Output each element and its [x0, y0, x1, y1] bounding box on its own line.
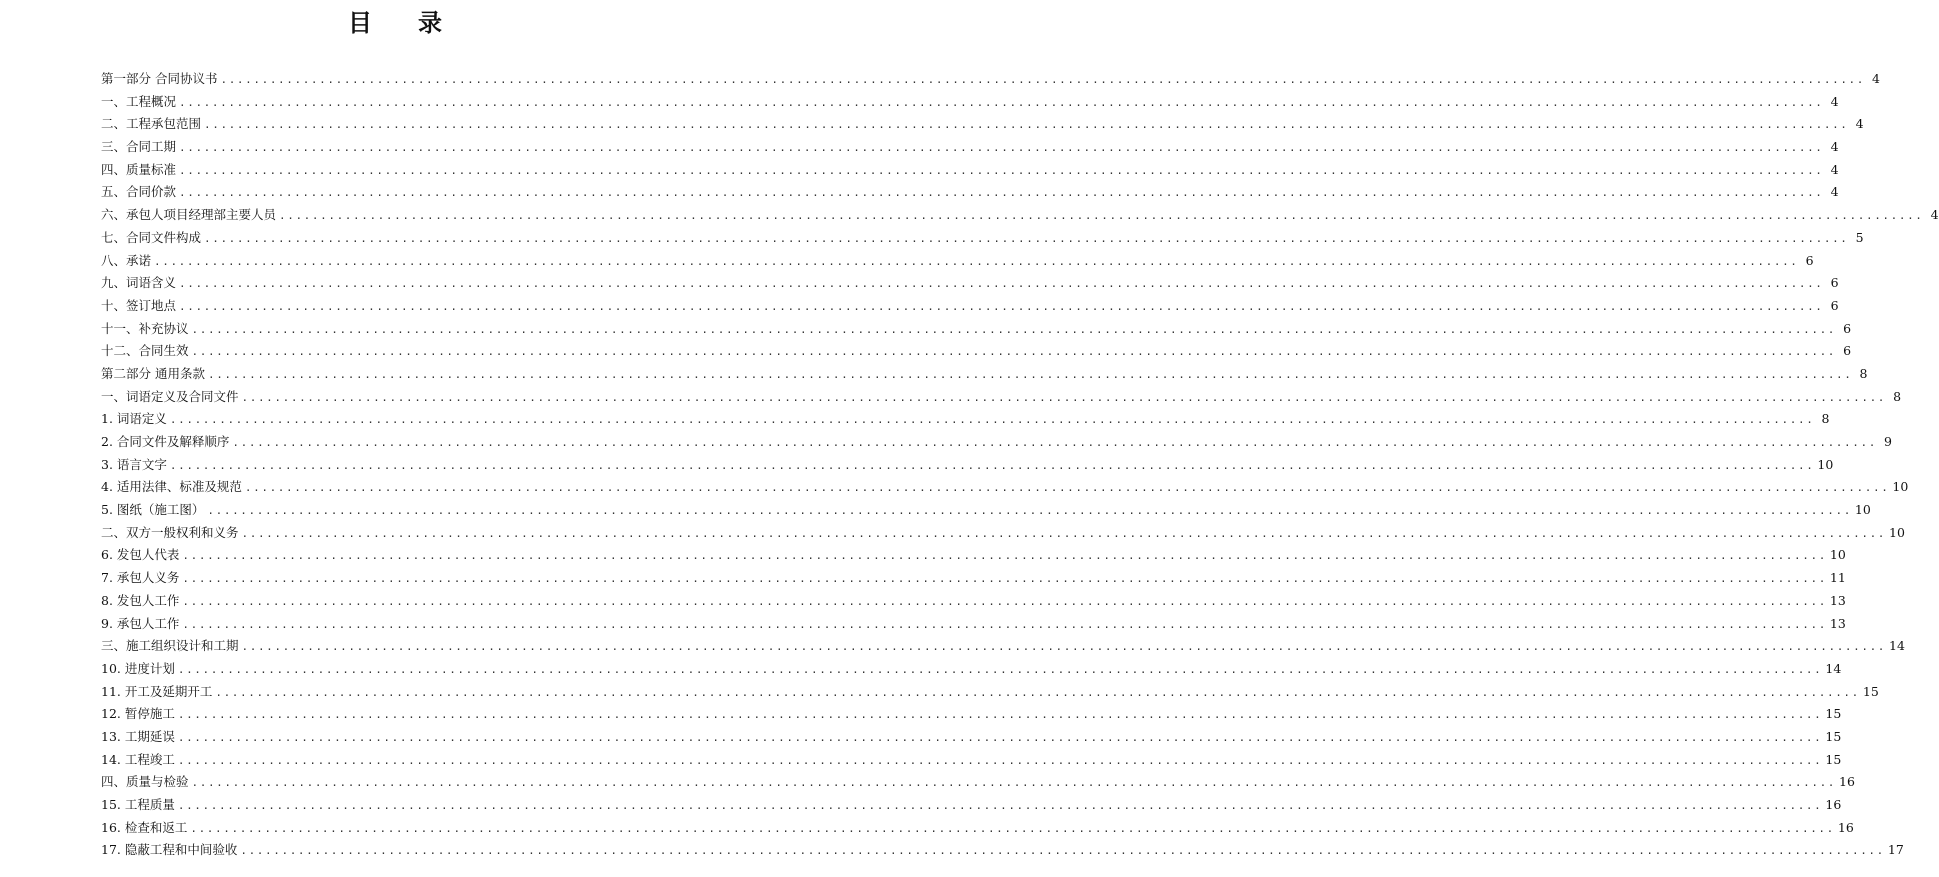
toc-page-number: 10 — [1817, 456, 1834, 472]
toc-leader-dots: ........................................................................................................................................................................................................ — [177, 730, 1823, 744]
toc-entry[interactable] — [101, 681, 1879, 704]
toc-entry[interactable] — [101, 181, 1839, 204]
toc-leader-dots: ........................................................................................................................................................................................................ — [207, 367, 1853, 381]
toc-page-number: 8 — [1859, 365, 1868, 381]
toc-entry[interactable] — [101, 726, 1842, 749]
toc-page-number: 14 — [1889, 638, 1905, 654]
toc-page-number: 10 — [1829, 547, 1846, 563]
toc-page-number: 6 — [1843, 343, 1852, 359]
toc-page-number: 6 — [1843, 320, 1852, 336]
page-title — [0, 6, 792, 40]
toc-entry-label: 九、词语含义 — [101, 275, 177, 291]
toc-leader-dots: ........................................................................................................................................................................................................ — [207, 504, 1852, 518]
toc-entry-label: 8. 发包人工作 — [101, 592, 180, 608]
toc-page-number: 4 — [1855, 116, 1864, 132]
toc-entry[interactable] — [101, 613, 1846, 636]
toc-leader-dots: ........................................................................................................................................................................................................ — [169, 413, 1815, 427]
toc-entry-label: 4. 适用法律、标准及规范 — [101, 479, 242, 495]
toc-leader-dots: ........................................................................................................................................................................................................ — [279, 209, 1924, 223]
toc-page-number: 6 — [1830, 275, 1839, 291]
toc-leader-dots: ........................................................................................................................................................................................................ — [220, 73, 1865, 86]
toc-page-number: 8 — [1821, 411, 1830, 427]
toc-entry-label: 5. 图纸（施工图） — [101, 502, 205, 518]
toc-entry-label: 十二、合同生效 — [101, 343, 189, 359]
toc-entry[interactable] — [101, 272, 1839, 295]
toc-leader-dots: ........................................................................................................................................................................................................ — [154, 254, 1799, 268]
toc-page-number: 11 — [1829, 570, 1846, 586]
toc-entry-label: 12. 暂停施工 — [101, 706, 175, 722]
toc-entry[interactable] — [101, 159, 1839, 182]
toc-leader-dots: ........................................................................................................................................................................................................ — [182, 549, 1827, 563]
toc-entry[interactable] — [101, 431, 1892, 454]
toc-entry[interactable] — [101, 544, 1846, 567]
toc-page-number: 13 — [1829, 615, 1846, 631]
toc-entry[interactable] — [101, 817, 1854, 840]
title-char-1: 目 — [348, 9, 374, 37]
toc-leader-dots: ........................................................................................................................................................................................................ — [179, 95, 1824, 109]
toc-entry[interactable] — [101, 227, 1864, 250]
toc-entry[interactable] — [101, 363, 1868, 386]
toc-entry-label: 10. 进度计划 — [101, 660, 175, 676]
toc-entry-label: 第二部分 通用条款 — [101, 365, 205, 381]
toc-leader-dots: ........................................................................................................................................................................................................ — [179, 163, 1824, 177]
toc-entry[interactable] — [101, 340, 1852, 363]
toc-leader-dots: ........................................................................................................................................................................................................ — [204, 231, 1849, 245]
toc-entry[interactable] — [101, 454, 1834, 477]
toc-entry[interactable] — [101, 295, 1839, 318]
toc-entry[interactable] — [101, 522, 1905, 545]
toc-entry-label: 八、承诺 — [101, 252, 152, 268]
toc-page-number: 9 — [1883, 434, 1892, 449]
toc-entry-label: 1. 词语定义 — [101, 411, 167, 427]
toc-entry-label: 2. 合同文件及解释顺序 — [101, 434, 230, 449]
toc-page-number: 10 — [1889, 524, 1905, 540]
toc-leader-dots: ........................................................................................................................................................................................................ — [241, 390, 1887, 404]
toc-leader-dots: ........................................................................................................................................................................................................ — [177, 662, 1823, 676]
toc-entry[interactable] — [101, 839, 1904, 862]
toc-entry[interactable] — [101, 499, 1871, 522]
toc-leader-dots: ........................................................................................................................................................................................................ — [177, 708, 1823, 722]
toc-leader-dots: ........................................................................................................................................................................................................ — [182, 594, 1827, 608]
toc-entry-label: 十一、补充协议 — [101, 320, 189, 336]
toc-leader-dots: ........................................................................................................................................................................................................ — [182, 617, 1827, 631]
toc-leader-dots: ........................................................................................................................................................................................................ — [215, 685, 1860, 699]
toc-entry-label: 四、质量与检验 — [101, 774, 189, 790]
toc-entry[interactable] — [101, 590, 1846, 613]
toc-leader-dots: ........................................................................................................................................................................................................ — [179, 186, 1824, 200]
toc-page-number: 15 — [1825, 706, 1842, 722]
toc-leader-dots: ........................................................................................................................................................................................................ — [182, 572, 1827, 586]
toc-entry-label: 14. 工程竣工 — [101, 751, 175, 767]
toc-page-number: 5 — [1855, 229, 1864, 245]
toc-page-number: 10 — [1892, 479, 1909, 495]
toc-entry-label: 四、质量标准 — [101, 161, 177, 177]
toc-entry-label: 16. 检查和返工 — [101, 819, 188, 835]
toc-page-number: 10 — [1854, 502, 1871, 518]
toc-leader-dots: ........................................................................................................................................................................................................ — [177, 753, 1823, 767]
toc-page-number: 16 — [1837, 819, 1854, 835]
toc-leader-dots: ........................................................................................................................................................................................................ — [232, 436, 1877, 449]
toc-page-number: 4 — [1830, 184, 1839, 200]
toc-entry[interactable] — [101, 250, 1814, 273]
toc-entry-label: 二、双方一般权利和义务 — [101, 524, 239, 540]
toc-leader-dots: ........................................................................................................................................................................................................ — [179, 141, 1824, 155]
toc-page-number: 16 — [1839, 774, 1855, 790]
toc-leader-dots: ........................................................................................................................................................................................................ — [191, 345, 1837, 359]
toc-page-number: 6 — [1830, 297, 1839, 313]
toc-leader-dots: ........................................................................................................................................................................................................ — [240, 844, 1885, 858]
toc-entry-label: 十、签订地点 — [101, 297, 177, 313]
toc-entry[interactable] — [101, 386, 1902, 409]
toc-entry-label: 3. 语言文字 — [101, 456, 167, 472]
toc-leader-dots: ........................................................................................................................................................................................................ — [241, 640, 1887, 654]
table-of-contents — [101, 68, 1939, 862]
toc-entry-label: 一、词语定义及合同文件 — [101, 388, 239, 404]
toc-entry-label: 9. 承包人工作 — [101, 615, 180, 631]
toc-leader-dots: ........................................................................................................................................................................................................ — [169, 458, 1815, 472]
toc-entry[interactable] — [101, 476, 1909, 499]
toc-leader-dots: ........................................................................................................................................................................................................ — [244, 481, 1890, 495]
toc-entry[interactable] — [101, 567, 1846, 590]
toc-page-number: 4 — [1830, 161, 1839, 177]
toc-leader-dots: ........................................................................................................................................................................................................ — [179, 277, 1824, 291]
toc-page-number: 15 — [1825, 728, 1842, 744]
toc-entry[interactable] — [101, 794, 1842, 817]
toc-leader-dots: ........................................................................................................................................................................................................ — [190, 821, 1835, 835]
toc-page-number: 4 — [1830, 93, 1839, 109]
toc-entry[interactable] — [101, 658, 1842, 681]
toc-entry-label: 六、承包人项目经理部主要人员 — [101, 207, 277, 223]
toc-leader-dots: ........................................................................................................................................................................................................ — [179, 299, 1824, 313]
toc-page-number: 4 — [1830, 139, 1839, 155]
title-char-2: 录 — [418, 9, 444, 37]
toc-leader-dots: ........................................................................................................................................................................................................ — [191, 322, 1837, 336]
toc-entry-label: 七、合同文件构成 — [101, 229, 202, 245]
toc-entry-label: 6. 发包人代表 — [101, 547, 180, 563]
toc-entry[interactable] — [101, 318, 1852, 341]
toc-entry[interactable] — [101, 204, 1939, 227]
toc-entry[interactable] — [101, 91, 1839, 114]
toc-entry[interactable] — [101, 68, 1880, 91]
toc-entry[interactable] — [101, 703, 1842, 726]
toc-page-number: 8 — [1893, 388, 1902, 404]
toc-entry[interactable] — [101, 113, 1864, 136]
toc-page-number: 13 — [1829, 592, 1846, 608]
toc-entry-label: 11. 开工及延期开工 — [101, 683, 213, 699]
toc-entry-label: 第一部分 合同协议书 — [101, 71, 218, 86]
toc-entry-label: 一、工程概况 — [101, 93, 177, 109]
toc-entry-label: 五、合同价款 — [101, 184, 177, 200]
toc-leader-dots: ........................................................................................................................................................................................................ — [241, 526, 1887, 540]
toc-page-number: 17 — [1887, 842, 1904, 858]
toc-entry-label: 17. 隐蔽工程和中间验收 — [101, 842, 238, 858]
toc-leader-dots: ........................................................................................................................................................................................................ — [177, 799, 1823, 812]
toc-page-number: 4 — [1872, 71, 1880, 86]
toc-entry[interactable] — [101, 771, 1855, 794]
toc-entry[interactable] — [101, 749, 1842, 772]
toc-page-number: 15 — [1825, 751, 1842, 767]
toc-entry-label: 13. 工期延误 — [101, 728, 175, 744]
toc-leader-dots: ........................................................................................................................................................................................................ — [204, 118, 1849, 132]
toc-entry[interactable] — [101, 635, 1905, 658]
toc-page-number: 16 — [1825, 797, 1842, 812]
toc-entry-label: 15. 工程质量 — [101, 797, 175, 812]
toc-page-number: 6 — [1805, 252, 1814, 268]
toc-entry-label: 三、施工组织设计和工期 — [101, 638, 239, 654]
toc-leader-dots: ........................................................................................................................................................................................................ — [191, 776, 1837, 790]
toc-entry-label: 三、合同工期 — [101, 139, 177, 155]
toc-page-number: 14 — [1825, 660, 1842, 676]
toc-entry-label: 二、工程承包范围 — [101, 116, 202, 132]
toc-entry-label: 7. 承包人义务 — [101, 570, 180, 586]
toc-entry[interactable] — [101, 408, 1830, 431]
toc-entry[interactable] — [101, 136, 1839, 159]
toc-page-number: 15 — [1862, 683, 1879, 699]
toc-page-number: 4 — [1930, 207, 1939, 223]
